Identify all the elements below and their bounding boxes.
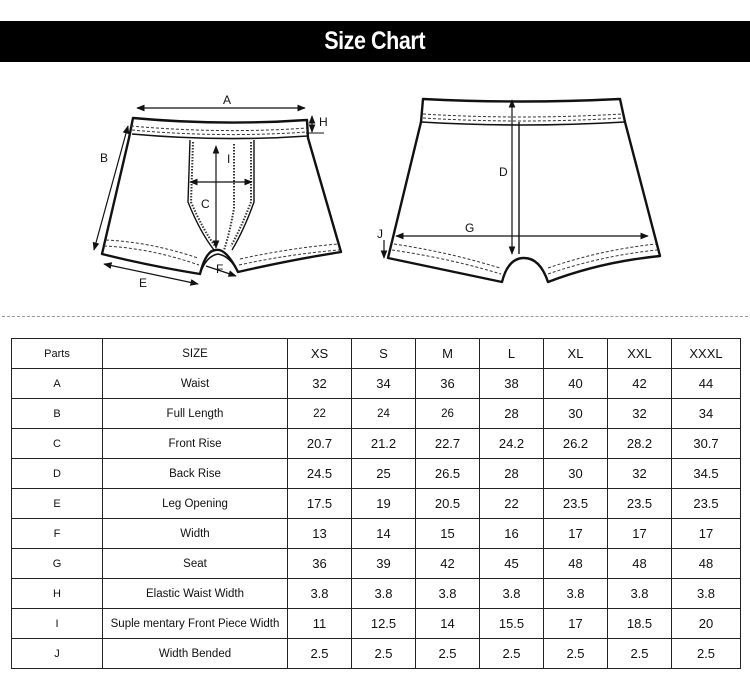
row-value: 3.8 — [288, 579, 352, 609]
back-view-drawing — [384, 99, 660, 282]
row-name: Leg Opening — [103, 489, 288, 519]
row-value: 42 — [416, 549, 480, 579]
row-value: 26 — [416, 399, 480, 429]
row-value: 3.8 — [544, 579, 608, 609]
label-a: A — [223, 93, 232, 107]
row-name: Front Rise — [103, 429, 288, 459]
title-bar — [0, 21, 750, 62]
row-value: 30 — [544, 459, 608, 489]
row-value: 3.8 — [608, 579, 672, 609]
label-h: H — [319, 115, 328, 129]
row-value: 32 — [608, 459, 672, 489]
row-value: 34.5 — [672, 459, 741, 489]
row-value: 2.5 — [416, 639, 480, 669]
row-value: 2.5 — [352, 639, 416, 669]
row-value: 28 — [480, 399, 544, 429]
label-f: F — [216, 262, 224, 276]
label-b: B — [100, 151, 109, 165]
row-part: A — [12, 369, 103, 399]
row-name: Suple mentary Front Piece Width — [103, 609, 288, 639]
row-value: 30 — [544, 399, 608, 429]
row-value: 11 — [288, 609, 352, 639]
header-size: SIZE — [103, 339, 288, 369]
size-table — [11, 338, 741, 669]
row-value: 21.2 — [352, 429, 416, 459]
row-value: 17 — [672, 519, 741, 549]
table-row — [12, 519, 741, 549]
row-value: 20.7 — [288, 429, 352, 459]
row-value: 34 — [672, 399, 741, 429]
label-e: E — [139, 276, 148, 290]
row-name: Width — [103, 519, 288, 549]
row-name: Back Rise — [103, 459, 288, 489]
row-value: 2.5 — [608, 639, 672, 669]
row-value: 30.7 — [672, 429, 741, 459]
row-part: B — [12, 399, 103, 429]
row-value: 24 — [352, 399, 416, 429]
label-j: J — [377, 227, 383, 241]
row-part: G — [12, 549, 103, 579]
row-name: Full Length — [103, 399, 288, 429]
row-value: 17 — [544, 609, 608, 639]
table-row — [12, 429, 741, 459]
row-part: I — [12, 609, 103, 639]
table-row — [12, 639, 741, 669]
row-value: 28.2 — [608, 429, 672, 459]
label-c: C — [201, 197, 210, 211]
row-value: 15.5 — [480, 609, 544, 639]
row-value: 48 — [608, 549, 672, 579]
row-value: 20.5 — [416, 489, 480, 519]
row-value: 14 — [352, 519, 416, 549]
row-part: J — [12, 639, 103, 669]
row-value: 36 — [288, 549, 352, 579]
label-g: G — [465, 221, 475, 235]
row-value: 18.5 — [608, 609, 672, 639]
row-value: 2.5 — [544, 639, 608, 669]
front-view-drawing — [94, 108, 341, 284]
row-value: 12.5 — [352, 609, 416, 639]
row-part: F — [12, 519, 103, 549]
row-value: 32 — [288, 369, 352, 399]
row-part: H — [12, 579, 103, 609]
header-size-l: L — [480, 339, 544, 369]
row-name: Seat — [103, 549, 288, 579]
row-value: 22 — [288, 399, 352, 429]
row-value: 24.5 — [288, 459, 352, 489]
row-value: 28 — [480, 459, 544, 489]
table-row — [12, 459, 741, 489]
table-row — [12, 549, 741, 579]
row-value: 22 — [480, 489, 544, 519]
table-row — [12, 489, 741, 519]
row-name: Elastic Waist Width — [103, 579, 288, 609]
table-row — [12, 609, 741, 639]
label-d: D — [499, 165, 508, 179]
row-name: Width Bended — [103, 639, 288, 669]
header-size-xxxl: XXXL — [672, 339, 741, 369]
row-name: Waist — [103, 369, 288, 399]
header-size-s: S — [352, 339, 416, 369]
row-value: 32 — [608, 399, 672, 429]
row-value: 19 — [352, 489, 416, 519]
row-value: 26.5 — [416, 459, 480, 489]
row-value: 24.2 — [480, 429, 544, 459]
row-value: 3.8 — [480, 579, 544, 609]
row-value: 3.8 — [672, 579, 741, 609]
table-row — [12, 369, 741, 399]
row-value: 36 — [416, 369, 480, 399]
row-value: 3.8 — [352, 579, 416, 609]
header-size-xxl: XXL — [608, 339, 672, 369]
row-value: 3.8 — [416, 579, 480, 609]
row-value: 34 — [352, 369, 416, 399]
row-value: 26.2 — [544, 429, 608, 459]
row-value: 22.7 — [416, 429, 480, 459]
row-value: 2.5 — [288, 639, 352, 669]
table-header-row — [12, 339, 741, 369]
row-value: 48 — [672, 549, 741, 579]
row-value: 48 — [544, 549, 608, 579]
row-value: 42 — [608, 369, 672, 399]
table-row — [12, 399, 741, 429]
row-value: 23.5 — [608, 489, 672, 519]
row-value: 16 — [480, 519, 544, 549]
row-value: 17.5 — [288, 489, 352, 519]
row-value: 2.5 — [480, 639, 544, 669]
row-value: 45 — [480, 549, 544, 579]
label-i: I — [227, 152, 231, 166]
row-part: D — [12, 459, 103, 489]
page-title: Size Chart — [324, 27, 426, 55]
row-value: 40 — [544, 369, 608, 399]
row-value: 14 — [416, 609, 480, 639]
row-value: 25 — [352, 459, 416, 489]
row-part: E — [12, 489, 103, 519]
row-value: 2.5 — [672, 639, 741, 669]
row-value: 23.5 — [544, 489, 608, 519]
row-value: 23.5 — [672, 489, 741, 519]
row-value: 20 — [672, 609, 741, 639]
row-part: C — [12, 429, 103, 459]
header-parts: Parts — [12, 339, 103, 369]
row-value: 17 — [608, 519, 672, 549]
row-value: 38 — [480, 369, 544, 399]
header-size-m: M — [416, 339, 480, 369]
section-divider — [2, 316, 748, 317]
table-row — [12, 579, 741, 609]
row-value: 17 — [544, 519, 608, 549]
row-value: 15 — [416, 519, 480, 549]
row-value: 13 — [288, 519, 352, 549]
row-value: 44 — [672, 369, 741, 399]
row-value: 39 — [352, 549, 416, 579]
header-size-xs: XS — [288, 339, 352, 369]
measurement-diagram — [0, 62, 750, 312]
header-size-xl: XL — [544, 339, 608, 369]
